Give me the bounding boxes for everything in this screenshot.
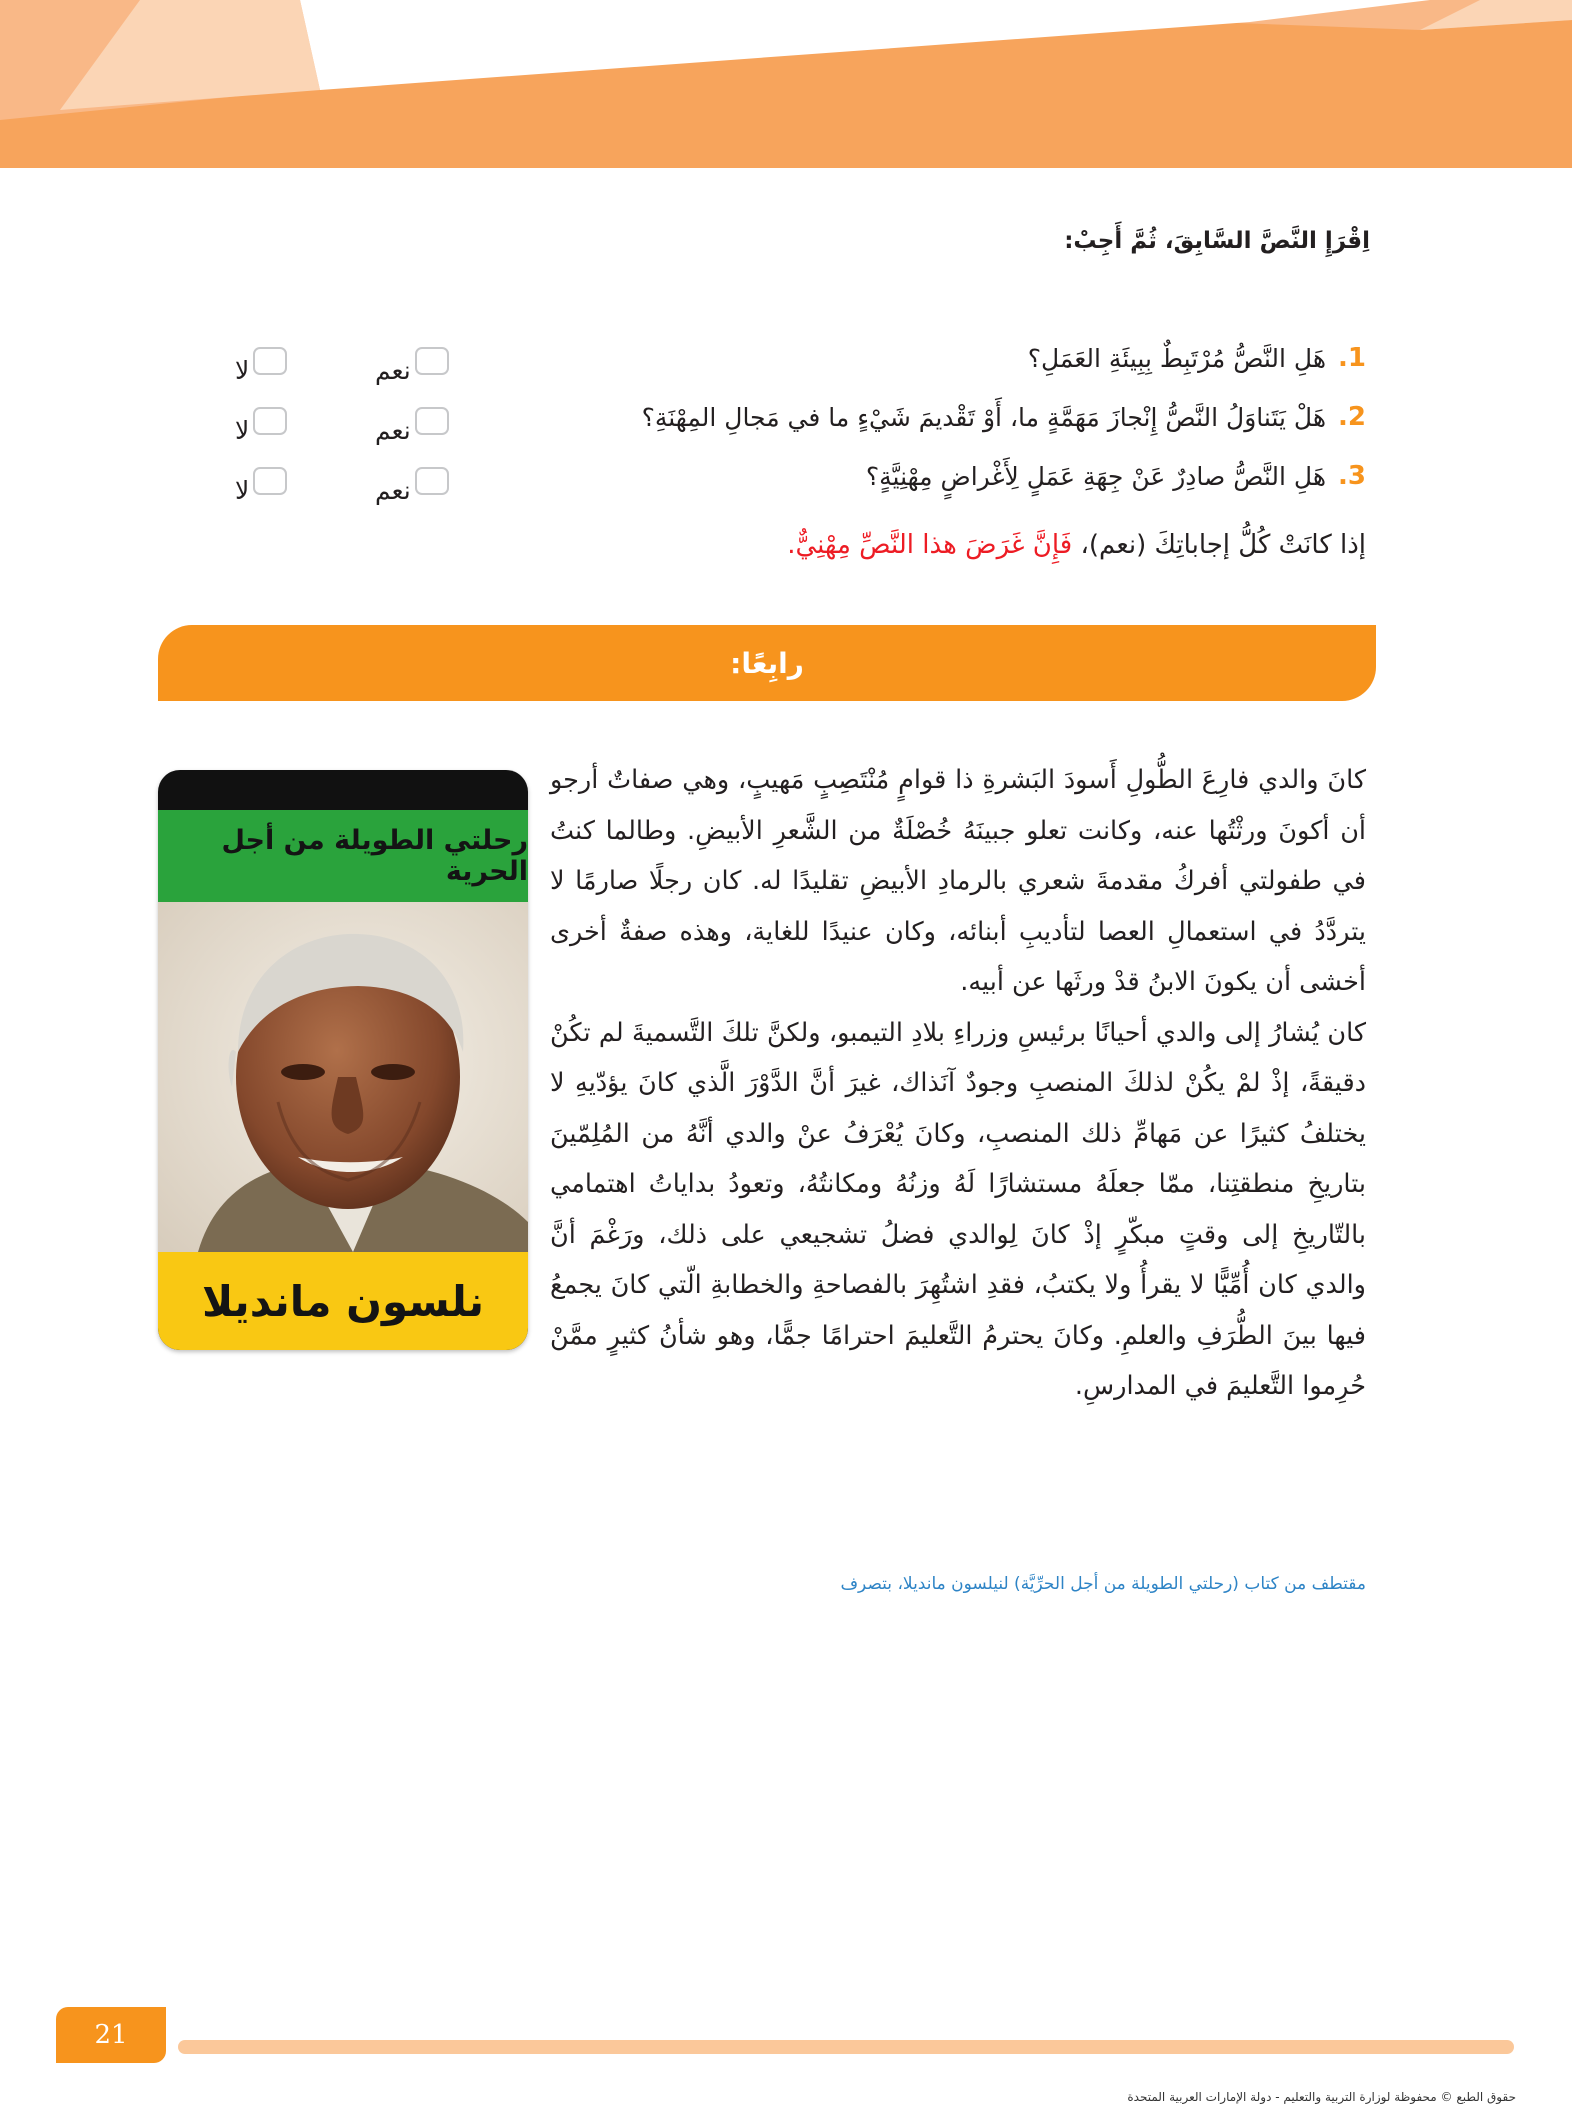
footer-divider <box>178 2040 1514 2054</box>
no-label: لا <box>235 476 250 505</box>
no-checkbox-q1[interactable] <box>235 345 287 385</box>
summary-line <box>787 530 1366 560</box>
question-number: 3. <box>1338 461 1366 491</box>
checkbox-icon[interactable] <box>415 467 449 495</box>
question-1 <box>1028 333 1366 383</box>
question-number: 1. <box>1338 343 1366 373</box>
image-spacer <box>158 755 550 1365</box>
summary-highlight: فَإِنَّ غَرَضَ هذا النَّصِّ مِهْنِيٌّ. <box>787 530 1073 560</box>
yes-checkbox-q2[interactable] <box>375 405 449 445</box>
checkbox-icon[interactable] <box>253 407 287 435</box>
instruction-text: اِقْرَإِ النَّصَّ السَّابِقَ، ثُمَّ أَجِبْ: <box>1064 228 1370 254</box>
passage-paragraph: كانَ والدي فارِعَ الطُّولِ أَسودَ البَشرةِ ذا قوامٍ مُنْتَصِبٍ مَهيبٍ، وهي صفاتٌ أرجو أن أكونَ ورثْتُها عنه، وكانت تعلو جبينَهُ خُصْلَةٌ من الشَّعرِ الأبيضِ. وطالما كنتُ في طفولتي أفركُ مقدمةَ شعري بالرمادِ الأبيضِ تقليدًا له. كان رجلًا صارمًا لا يتردَّدُ في استعمالِ العصا لتأديبِ أبنائه، وكان عنيدًا للغاية، وهذه صفةٌ أخرى أخشى أن يكونَ الابنُ قدْ ورثَها عن أبيه. <box>550 765 1366 997</box>
page-number: 21 <box>56 2007 166 2063</box>
book-author: نلسون مانديلا <box>158 1252 528 1350</box>
checkbox-icon[interactable] <box>415 347 449 375</box>
header-decoration <box>0 0 1572 168</box>
section-title: رابِعًا: <box>730 646 804 680</box>
checkbox-icon[interactable] <box>415 407 449 435</box>
no-label: لا <box>235 416 250 445</box>
section-header <box>158 625 1376 701</box>
no-label: لا <box>235 356 250 385</box>
yes-label: نعم <box>375 416 411 445</box>
question-number: 2. <box>1338 402 1366 432</box>
checkbox-icon[interactable] <box>253 467 287 495</box>
yes-label: نعم <box>375 356 411 385</box>
checkbox-icon[interactable] <box>253 347 287 375</box>
question-text: هَلْ يَتَناوَلُ النَّصُّ إِنْجازَ مَهَمَّةٍ ما، أَوْ تَقْديمَ شَيْءٍ ما في مَجالِ المِهْنَةِ؟ <box>641 402 1327 432</box>
summary-prefix: إذا كانَتْ كُلُّ إجاباتِكَ (نعم)، <box>1080 530 1366 560</box>
yes-checkbox-q1[interactable] <box>375 345 449 385</box>
question-text: هَلِ النَّصُّ صادِرٌ عَنْ جِهَةِ عَمَلٍ لِأَغْراضٍ مِهْنِيَّةٍ؟ <box>865 461 1327 491</box>
question-2 <box>642 392 1366 442</box>
yes-checkbox-q3[interactable] <box>375 465 449 505</box>
no-checkbox-q3[interactable] <box>235 465 287 505</box>
no-checkbox-q2[interactable] <box>235 405 287 445</box>
source-citation: مقتطف من كتاب (رحلتي الطويلة من أجل الحرِّيَّة) لنيلسون مانديلا، بتصرف <box>840 1574 1366 1594</box>
book-title: رحلتي الطويلة من أجل الحرية <box>158 810 528 902</box>
passage-paragraph: كان يُشارُ إلى والدي أحيانًا برئيسِ وزراءِ بلادِ التيمبو، ولكنَّ تلكَ التَّسميةَ لم تكُنْ دقيقةً، إذْ لمْ يكُنْ لذلكَ المنصبِ وجودٌ آنَذاك، غيرَ أنَّ الدَّوْرَ الَّذي كانَ يؤدّيهِ لا يختلفُ كثيرًا عن مَهامِّ ذلك المنصبِ، وكانَ يُعْرَفُ عنْ والدي أنَّهُ من المُلِمّينَ بتاريخِ منطقتِنا، ممّا جعلَهُ مستشارًا لَهُ وزنُهُ ومكانتُهُ، وتعودُ بداياتُ اهتمامي بالتّاريخِ إلى وقتٍ مبكّرٍ إذْ كانَ لِوالدي فضلُ تشجيعي على ذلك، ورَغْمَ أنَّ والدي كان أُمِّيًّا لا يقرأُ ولا يكتبُ، فقدِ اشتُهِرَ بالفصاحةِ والخطابةِ الّتي كانَ يجمعُ فيها بينَ الطُّرَفِ والعلمِ. وكانَ يحترمُ التَّعليمَ احترامًا جمًّا، وهو شأنُ كثيرٍ ممَّنْ حُرِموا التَّعليمَ في المدارسِ. <box>550 1017 1366 1401</box>
reading-passage <box>158 755 1366 1412</box>
question-3 <box>866 451 1366 501</box>
copyright-notice: حقوق الطبع © محفوظة لوزارة التربية والتعليم - دولة الإمارات العربية المتحدة <box>1127 2090 1516 2104</box>
question-text: هَلِ النَّصُّ مُرْتَبِطٌ بِبِيئَةِ العَمَلِ؟ <box>1027 343 1327 373</box>
yes-label: نعم <box>375 476 411 505</box>
